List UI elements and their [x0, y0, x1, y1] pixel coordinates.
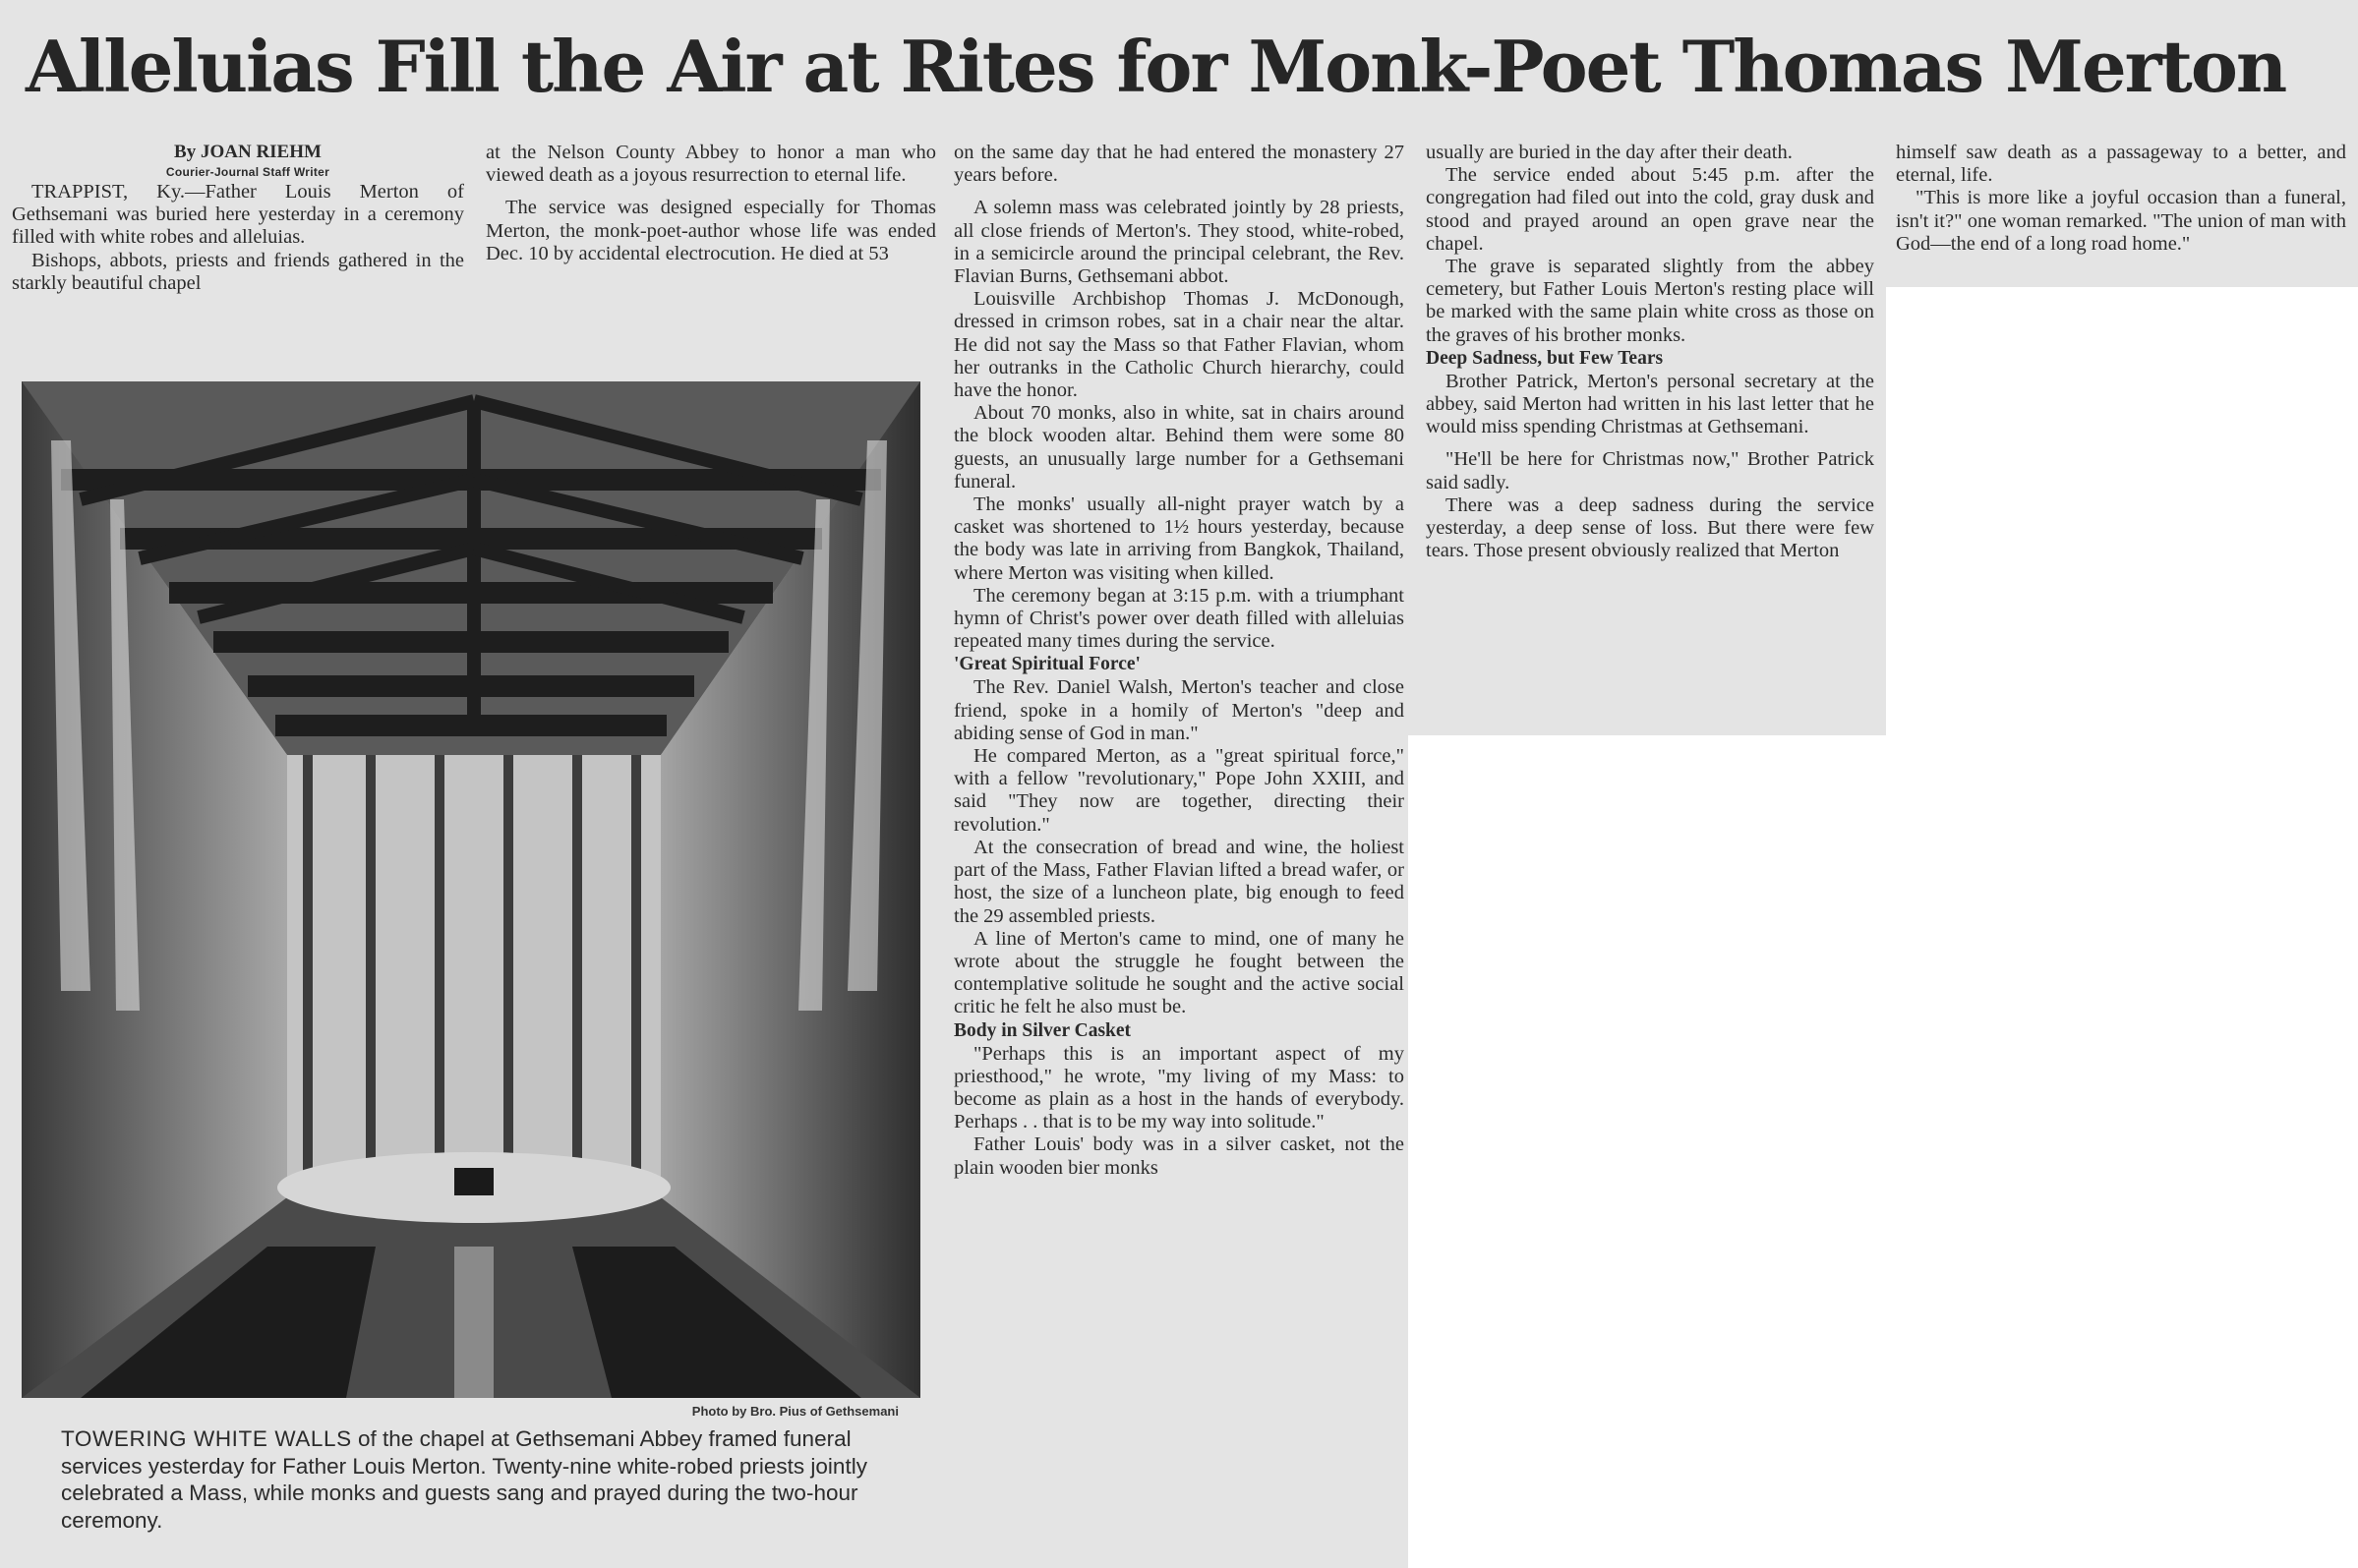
column-5	[1896, 142, 2346, 256]
paragraph: TRAPPIST, Ky.—Father Louis Merton of Gethsemani was buried here yesterday in a ceremony filled with white robes and alleluias.	[12, 181, 464, 249]
paragraph: Brother Patrick, Merton's personal secretary at the abbey, said Merton had written in his last letter that he would miss spending Christmas at Gethsemani.	[1426, 370, 1874, 438]
paragraph: at the Nelson County Abbey to honor a man who viewed death as a joyous resurrection to eternal life.	[486, 142, 936, 187]
paragraph: Father Louis' body was in a silver casket, not the plain wooden bier monks	[954, 1133, 1404, 1179]
paragraph: The ceremony began at 3:15 p.m. with a triumphant hymn of Christ's power over death filled with alleluias repeated many times during the service.	[954, 584, 1404, 653]
chapel-photo	[22, 381, 920, 1398]
subheading: Body in Silver Casket	[954, 1019, 1132, 1041]
paragraph: "He'll be here for Christmas now," Brother Patrick said sadly.	[1426, 448, 1874, 494]
paragraph: Bishops, abbots, priests and friends gathered in the starkly beautiful chapel	[12, 249, 464, 294]
paragraph: on the same day that he had entered the monastery 27 years before.	[954, 142, 1404, 187]
caption-lead: TOWERING WHITE WALLS	[61, 1426, 352, 1451]
column-3	[954, 142, 1404, 1180]
paragraph: At the consecration of bread and wine, the holiest part of the Mass, Father Flavian lifted a bread wafer, or host, the size of a luncheon plate, big enough to feed the 29 assembled priests.	[954, 836, 1404, 927]
paragraph: There was a deep sadness during the service yesterday, a deep sense of loss. But there were few tears. Those present obviously realized that Merton	[1426, 494, 1874, 562]
column-1	[12, 142, 464, 295]
paragraph: The Rev. Daniel Walsh, Merton's teacher and close friend, spoke in a homily of Merton's "deep and abiding sense of God in man."	[954, 676, 1404, 744]
chapel-illustration	[22, 381, 920, 1398]
headline: Alleluias Fill the Air at Rites for Monk-Poet Thomas Merton	[26, 25, 2286, 108]
byline-author: By JOAN RIEHM	[174, 142, 322, 162]
paragraph: A line of Merton's came to mind, one of many he wrote about the struggle he fought between the contemplative solitude he sought and the active social critic he felt he also must be.	[954, 927, 1404, 1018]
column-4	[1426, 142, 1874, 562]
byline-role: Courier-Journal Staff Writer	[165, 165, 330, 179]
photo-caption	[61, 1425, 879, 1534]
paragraph: The service was designed especially for Thomas Merton, the monk-poet-author whose life was ended Dec. 10 by accidental electrocution. He died at 53	[486, 197, 936, 264]
paragraph: A solemn mass was celebrated jointly by 28 priests, all close friends of Merton's. They stood, white-robed, in a semicircle around the principal celebrant, the Rev. Flavian Burns, Gethsemani abbot.	[954, 197, 1404, 288]
paragraph: The monks' usually all-night prayer watch by a casket was shortened to 1½ hours yesterday, because the body was late in arriving from Bangkok, Thailand, where Merton was visiting when killed.	[954, 494, 1404, 584]
paragraph: himself saw death as a passageway to a better, and eternal, life.	[1896, 142, 2346, 187]
paragraph: About 70 monks, also in white, sat in chairs around the block wooden altar. Behind them were some 80 guests, an unusually large number for a Gethsemani funeral.	[954, 402, 1404, 493]
column-2	[486, 142, 936, 265]
paragraph: Louisville Archbishop Thomas J. McDonough, dressed in crimson robes, sat in a chair near the altar. He did not say the Mass so that Father Flavian, whom her outranks in the Catholic Church hierarchy, could have the honor.	[954, 288, 1404, 402]
photo-credit: Photo by Bro. Pius of Gethsemani	[691, 1404, 899, 1419]
paragraph: The grave is separated slightly from the abbey cemetery, but Father Louis Merton's resting place will be marked with the same plain white cross as those on the graves of his brother monks.	[1426, 256, 1874, 346]
paragraph: usually are buried in the day after their death.	[1426, 142, 1793, 163]
paragraph: The service ended about 5:45 p.m. after the congregation had filed out into the cold, gray dusk and stood and prayed around an open grave near the chapel.	[1426, 164, 1874, 255]
subheading: 'Great Spiritual Force'	[954, 654, 1141, 675]
paragraph: "This is more like a joyful occasion than a funeral, isn't it?" one woman remarked. "The union of man with God—the end of a long road home."	[1896, 187, 2346, 255]
paragraph: He compared Merton, as a "great spiritual force," with a fellow "revolutionary," Pope John XXIII, and said "They now are together, directing their revolution."	[954, 745, 1404, 836]
paragraph: "Perhaps this is an important aspect of my priesthood," he wrote, "my living of my Mass: to become as plain as a host in the hands of everybody. Perhaps . . that is to be my way into solitude."	[954, 1042, 1404, 1133]
caption-text: of the chapel at Gethsemani Abbey framed funeral services yesterday for Father Louis Merton. Twenty-nine white-robed priests jointly celebrated a Mass, while monks and guests sang and prayed during the two-hour ceremony.	[61, 1426, 867, 1533]
subheading: Deep Sadness, but Few Tears	[1426, 347, 1664, 369]
